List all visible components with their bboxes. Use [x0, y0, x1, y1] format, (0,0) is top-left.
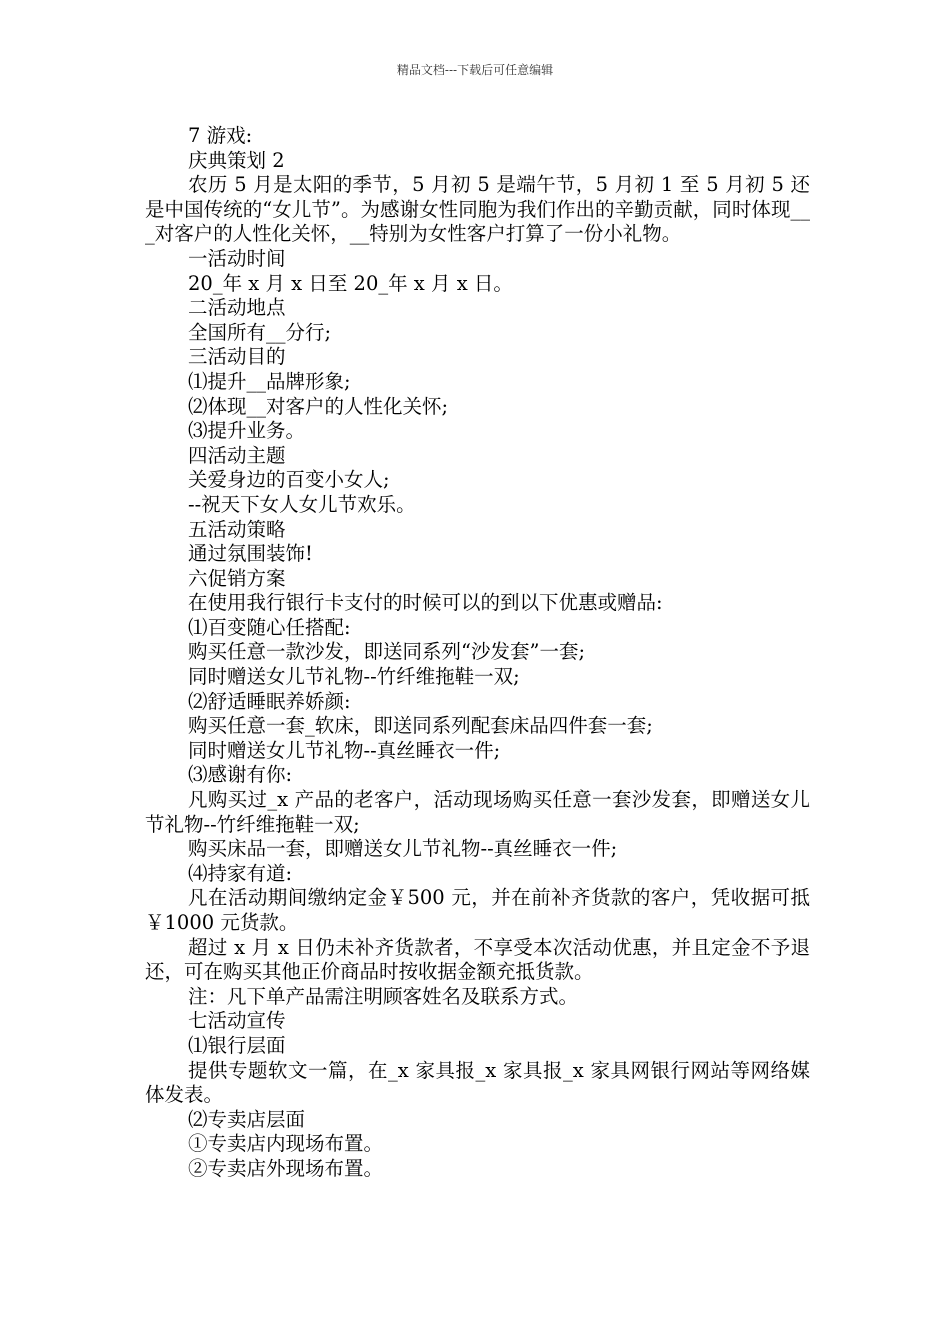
list-item: ⑵体现__对客户的人性化关怀;: [188, 394, 449, 418]
paragraph: 超过 x 月 x 日仍未补齐货款者，不享受本次活动优惠，并且定金不予退还，可在购买其他正价商品时按收据金额充抵货款。: [145, 935, 810, 984]
paragraph: 凡购买过_x 产品的老客户，活动现场购买任意一套沙发套，即赠送女儿节礼物--竹纤维拖鞋一双;: [145, 788, 810, 836]
list-item: ⑴百变随心任搭配:: [188, 615, 351, 639]
section-heading-promotion: 六促销方案: [188, 566, 286, 590]
document-body: [145, 124, 810, 1182]
paragraph: 同时赠送女儿节礼物--真丝睡衣一件;: [188, 738, 501, 762]
list-item: ⑷持家有道:: [188, 861, 293, 885]
paragraph: 购买床品一套，即赠送女儿节礼物--真丝睡衣一件;: [188, 837, 618, 861]
list-item: ⑶提升业务。: [188, 419, 306, 443]
paragraph-intro: 农历 5 月是太阳的季节，5 月初 5 是端午节，5 月初 1 至 5 月初 5 还是中国传统的“女儿节”。为感谢女性同胞为我们作出的辛勤贡献，同时体现___对客户的人性化关怀，__特别为女性客户打算了一份小礼物。: [145, 173, 810, 246]
paragraph-strategy: 通过氛围装饰!: [188, 542, 313, 566]
paragraph-location: 全国所有__分行;: [188, 320, 332, 344]
section-heading-location: 二活动地点: [188, 296, 286, 320]
list-item: ⑵专卖店层面: [188, 1107, 306, 1131]
list-item: ⑶感谢有你:: [188, 763, 293, 787]
paragraph-theme: 关爱身边的百变小女人;: [188, 468, 390, 492]
section-heading-strategy: 五活动策略: [188, 517, 286, 541]
list-item: ⑵舒适睡眠养娇颜:: [188, 689, 351, 713]
paragraph: 购买任意一套_软床，即送同系列配套床品四件套一套;: [188, 714, 653, 738]
section-heading-theme: 四活动主题: [188, 443, 286, 467]
paragraph: 凡在活动期间缴纳定金￥500 元，并在前补齐货款的客户，凭收据可抵￥1000 元货款。: [145, 886, 810, 934]
paragraph-title: 庆典策划 2: [188, 148, 285, 172]
list-item: ⑴提升__品牌形象;: [188, 369, 351, 393]
paragraph-game: 7 游戏:: [188, 124, 253, 147]
paragraph: 购买任意一款沙发，即送同系列“沙发套”一套;: [188, 640, 586, 664]
list-item: ①专卖店内现场布置。: [188, 1132, 384, 1156]
list-item: ②专卖店外现场布置。: [188, 1156, 384, 1180]
paragraph-theme-slogan: --祝天下女人女儿节欢乐。: [188, 492, 416, 516]
paragraph-promotion-intro: 在使用我行银行卡支付的时候可以的到以下优惠或赠品:: [188, 591, 663, 615]
paragraph-note: 注：凡下单产品需注明顾客姓名及联系方式。: [188, 984, 579, 1008]
section-heading-time: 一活动时间: [188, 246, 286, 270]
paragraph-time: 20_年 x 月 x 日至 20_年 x 月 x 日。: [188, 271, 513, 295]
paragraph: 同时赠送女儿节礼物--竹纤维拖鞋一双;: [188, 665, 520, 689]
section-heading-purpose: 三活动目的: [188, 345, 286, 369]
paragraph: 提供专题软文一篇，在_x 家具报_x 家具报_x 家具网银行网站等网络媒体发表。: [145, 1058, 810, 1107]
list-item: ⑴银行层面: [188, 1033, 286, 1057]
page-header: 精品文档---下载后可任意编辑: [396, 63, 554, 77]
section-heading-publicity: 七活动宣传: [188, 1009, 286, 1033]
